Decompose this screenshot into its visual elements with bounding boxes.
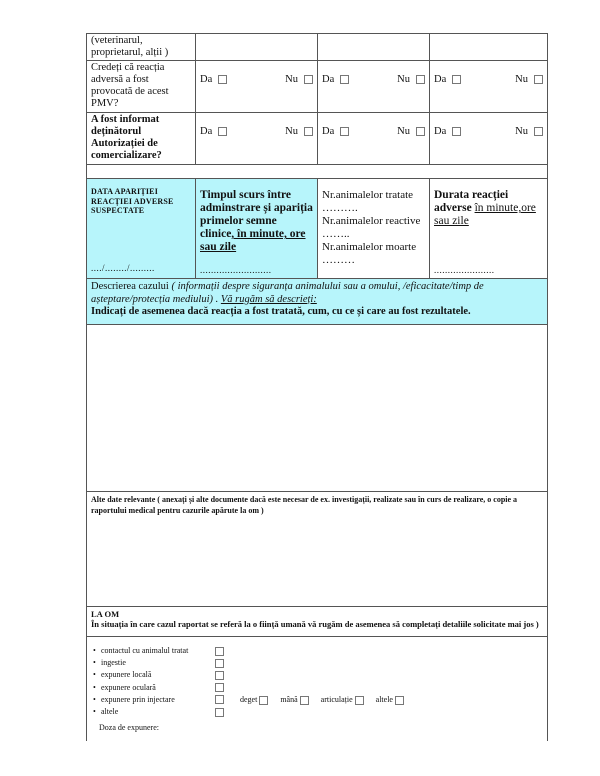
no-checkbox[interactable] — [534, 127, 543, 136]
finger-checkbox[interactable] — [259, 696, 268, 705]
other-data-label: Alte date relevante ( anexați și alte documente dacă este necesar de ex. investigații, realizate sau în curs de realizare, o copie a raportului medical pentru cazurile apărute la om ) — [91, 495, 518, 515]
description-please: Vă rugăm să descrieți: — [220, 293, 317, 305]
ingestion-checkbox[interactable] — [215, 659, 224, 668]
adverse-answer-2: Da Nu — [318, 61, 430, 113]
joint-checkbox[interactable] — [355, 696, 364, 705]
report-form — [86, 33, 547, 741]
description-textarea[interactable] — [87, 325, 548, 492]
yes-checkbox[interactable] — [340, 75, 349, 84]
yes-checkbox[interactable] — [340, 127, 349, 136]
dead-value: ……… — [322, 254, 355, 266]
informed-row — [87, 113, 548, 165]
dose-row — [93, 722, 541, 734]
hand-checkbox[interactable] — [300, 696, 309, 705]
reporter-row — [87, 34, 548, 61]
spacer-row — [87, 165, 548, 179]
dead-label: Nr.animalelor moarte — [322, 241, 417, 253]
treated-label: Nr.animalelor tratate — [322, 189, 414, 201]
exposure-item-other: • altele — [93, 706, 541, 718]
onset-date-value: ..../......../......... — [91, 263, 155, 273]
other-data-row — [87, 492, 548, 607]
animal-counts-cell[interactable] — [318, 179, 430, 279]
duration-label: Durata reacției adverse în minute,ore sau zile — [434, 189, 536, 227]
exposure-item-ingestion: • ingestie — [93, 657, 541, 669]
adverse-row — [87, 61, 548, 113]
no-checkbox[interactable] — [534, 75, 543, 84]
human-exposure-row — [87, 637, 548, 741]
exposure-list — [87, 637, 548, 741]
onset-header-row — [87, 179, 548, 279]
description-title: Descrierea cazului — [91, 281, 169, 292]
no-checkbox[interactable] — [304, 127, 313, 136]
onset-time-cell[interactable] — [196, 179, 318, 279]
adverse-answer-3: Da Nu — [430, 61, 548, 113]
human-header — [87, 607, 548, 637]
local-checkbox[interactable] — [215, 671, 224, 680]
human-intro: În situația în care cazul raportat se referă la o ființă umană vă rugăm de asemenea să completați detaliile solicitate mai jos ) — [91, 619, 539, 629]
description-hint: ( informații despre siguranța animalului sau a omului, /eficacitate/timp de așteptare/protecția mediului) . — [91, 281, 484, 305]
yes-checkbox[interactable] — [452, 127, 461, 136]
treated-value: ………. — [322, 202, 358, 214]
exposure-item-injection: • expunere prin injectare deget mână articulație altele — [93, 694, 541, 706]
no-checkbox[interactable] — [416, 127, 425, 136]
reactive-value: …….. — [322, 228, 350, 240]
informed-question: A fost informat deținătorul Autorizației de comercializare? — [87, 113, 196, 165]
onset-time-value: .......................... — [200, 265, 272, 275]
human-header-row — [87, 607, 548, 637]
informed-answer-3: Da Nu — [430, 113, 548, 165]
dose-label: Doza de expunere: — [99, 723, 159, 733]
ocular-checkbox[interactable] — [215, 683, 224, 692]
injection-checkbox[interactable] — [215, 695, 224, 704]
description-header-row — [87, 279, 548, 325]
report-table — [86, 33, 548, 741]
description-instruction: Indicați de asemenea dacă reacția a fost tratată, cum, cu ce și care au fost rezultatele. — [91, 306, 471, 317]
exposure-item-local: • expunere locală — [93, 669, 541, 681]
duration-cell[interactable] — [430, 179, 548, 279]
description-body-row — [87, 325, 548, 492]
no-checkbox[interactable] — [416, 75, 425, 84]
reporter-cell-1[interactable] — [196, 34, 318, 61]
informed-answer-2: Da Nu — [318, 113, 430, 165]
yes-checkbox[interactable] — [218, 75, 227, 84]
other-exposure-checkbox[interactable] — [215, 708, 224, 717]
injection-sites: deget mână articulație altele — [240, 694, 414, 706]
description-header — [87, 279, 548, 325]
reporter-label: (veterinarul, proprietarul, alții ) — [87, 34, 196, 61]
informed-answer-1: Da Nu — [196, 113, 318, 165]
yes-checkbox[interactable] — [452, 75, 461, 84]
yes-checkbox[interactable] — [218, 127, 227, 136]
other-data-cell[interactable] — [87, 492, 548, 607]
duration-value: ...................... — [434, 265, 495, 275]
reactive-label: Nr.animalelor reactive — [322, 215, 421, 227]
no-checkbox[interactable] — [304, 75, 313, 84]
onset-time-label: Timpul scurs între adminstrare și apariția primelor semne clinice, în minute, ore sau zile — [200, 189, 313, 253]
contact-checkbox[interactable] — [215, 647, 224, 656]
onset-date-cell[interactable] — [87, 179, 196, 279]
adverse-question: Credeți că reacția adversă a fost provocată de acest PMV? — [87, 61, 196, 113]
exposure-item-contact: • contactul cu animalul tratat — [93, 645, 541, 657]
reporter-cell-3[interactable] — [430, 34, 548, 61]
other-site-checkbox[interactable] — [395, 696, 404, 705]
reporter-cell-2[interactable] — [318, 34, 430, 61]
exposure-item-ocular: • expunere oculară — [93, 682, 541, 694]
adverse-answer-1: Da Nu — [196, 61, 318, 113]
human-title: LA OM — [91, 609, 120, 619]
onset-date-label: DATA APARIȚIEI REACȚIEI ADVERSE SUSPECTATE — [91, 187, 174, 215]
